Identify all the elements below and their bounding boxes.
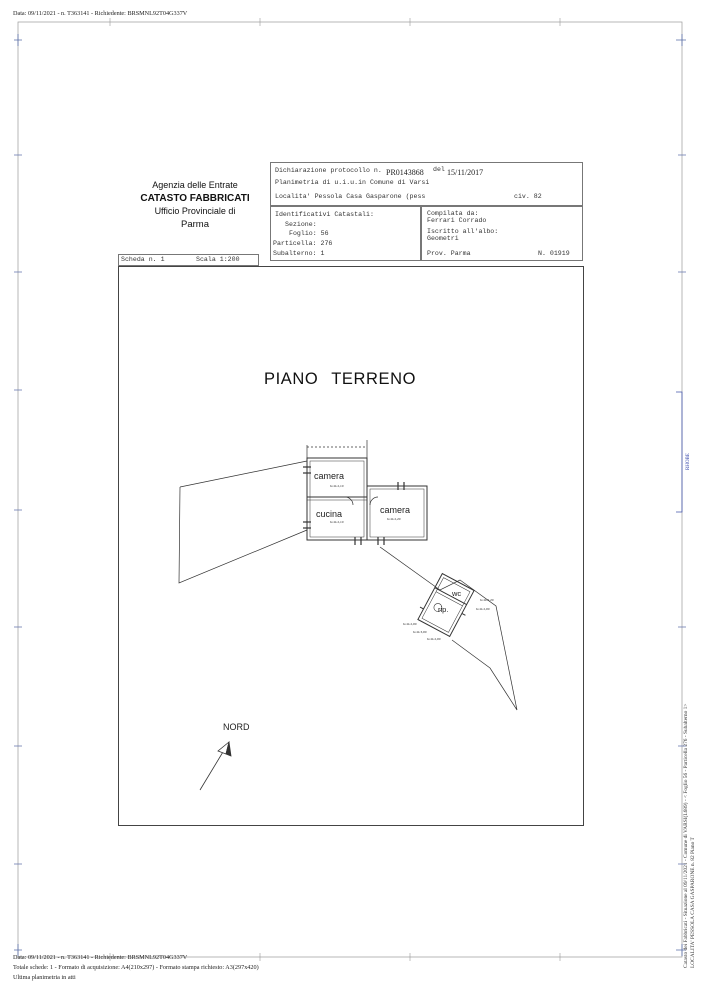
wc-height-2: h=m 2,00 [476,607,490,611]
albo-number: N. 01919 [538,250,570,257]
albo-value: Geometri [427,235,459,242]
agency-department: CATASTO FABBRICATI [140,193,250,204]
protocol-del-label: del [433,166,445,173]
north-label: NORD [223,722,250,732]
protocol-number: PR0143868 [386,168,424,177]
scala-label: Scala 1:200 [196,256,240,263]
civico-label: civ. 82 [514,193,542,200]
iscritto-label: Iscritto all'albo: [427,228,499,235]
foglio-label: Foglio: 56 [289,230,329,237]
agency-city: Parma [181,219,209,230]
provincia-label: Prov. Parma [427,250,471,257]
bottom-format-note: Totale schede: 1 - Formato di acquisizione: A4(210x297) - Formato stampa richiesto: A3(297x420) [13,964,259,971]
rip-height-2: h=m 3,00 [413,630,427,634]
compilata-label: Compilata da: [427,210,479,217]
right-edge-mark: RHOBE [686,453,691,470]
agency-office: Ufficio Provinciale di [154,206,236,216]
room-label-camera-2: camera [380,505,411,515]
agency-name: Agenzia delle Entrate [152,180,238,190]
scheda-label: Scheda n. 1 [121,256,165,263]
room-label-wc: wc [452,589,462,598]
side-note-situation: Catasto dei Fabbricati - Situazione al 09/11/2021 - Comune di VARSI(L689) - < Foglio 56 - Particella 276 - Subalterno 1> [683,703,689,968]
room-height-camera-1: h=m 2,10 [330,484,344,488]
planimetria-label: Planimetria di u.i.u.in Comune di Varsi [275,179,430,186]
plan-title: PIANO TERRENO [264,370,417,388]
north-arrow [200,742,231,790]
side-note-location: LOCALITA' PESSOLA CASA GASPARONE n. 82 Piano T [690,837,696,968]
room-height-cucina: h=m 2,10 [330,520,344,524]
wc-height-1: h=m 2,20 [480,598,494,602]
room-label-camera-1: camera [314,471,345,481]
bottom-last-plan-note: Ultima planimetria in atti [13,974,76,981]
protocol-date: 15/11/2017 [447,168,484,177]
compilatore-name: Ferrari Corrado [427,217,487,224]
room-label-rip: rip. [438,605,449,614]
particella-label: Particella: 276 [273,240,333,247]
localita-label: Localita' Pessola Casa Gasparone (pess [275,193,426,200]
sezione-label: Sezione: [285,221,317,228]
rip-height-1: h=m 2,00 [403,622,417,626]
room-label-cucina: cucina [316,509,343,519]
subalterno-label: Subalterno: 1 [273,250,325,257]
top-request-note: Data: 09/11/2021 - n. T363141 - Richiedente: BRSMNL92T04G337V [13,10,188,17]
rip-height-3: h=m 2,00 [427,637,441,641]
room-height-camera-2: h=m 2,20 [387,517,401,521]
bottom-request-note: Data: 09/11/2021 - n. T363141 - Richiedente: BRSMNL92T04G337V [13,954,188,961]
protocol-label: Dichiarazione protocollo n. [275,167,382,174]
identificativi-label: Identificativi Catastali: [275,211,374,218]
